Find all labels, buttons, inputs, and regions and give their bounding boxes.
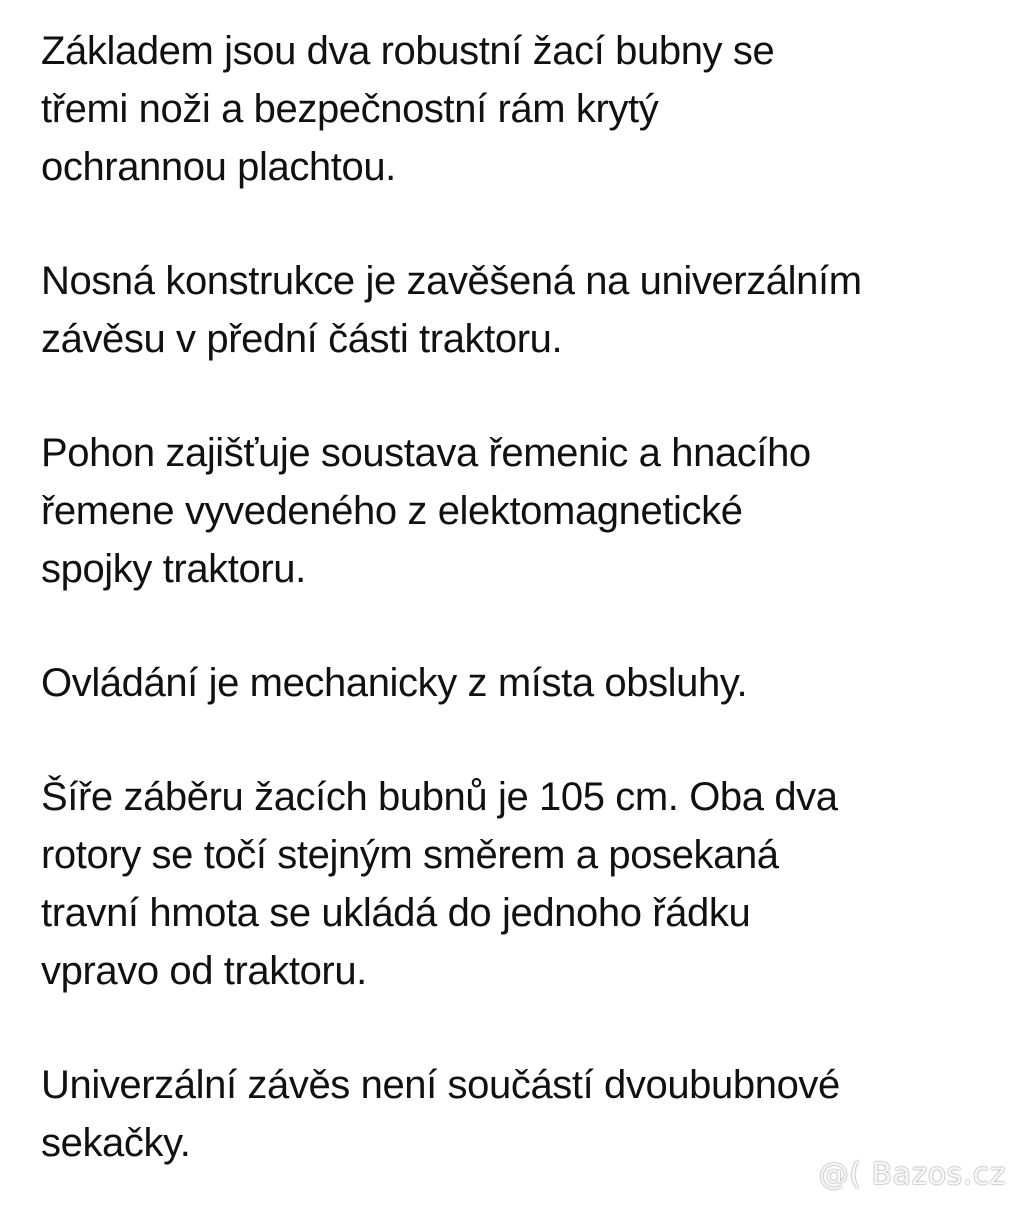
paragraph-drive: Pohon zajišťuje soustava řemenic a hnacího řemene vyvedeného z elektomagnetické spojky traktoru.	[41, 431, 811, 591]
paragraph-mounting: Nosná konstrukce je zavěšená na univerzálním závěsu v přední části traktoru.	[41, 259, 862, 361]
bazos-watermark: @( Bazos.cz	[818, 1157, 1006, 1192]
paragraph-base-drums: Základem jsou dva robustní žací bubny se třemi noži a bezpečnostní rám krytý ochrannou plachtou.	[41, 29, 775, 189]
description-text	[41, 22, 1016, 1228]
paragraph-control: Ovládání je mechanicky z místa obsluhy.	[41, 661, 748, 705]
paragraph-working-width: Šíře záběru žacích bubnů je 105 cm. Oba dva rotory se točí stejným směrem a posekaná travní hmota se ukládá do jednoho řádku vpravo od traktoru.	[41, 775, 838, 993]
paragraph-hitch-note: Univerzální závěs není součástí dvoububnové sekačky.	[41, 1063, 840, 1165]
